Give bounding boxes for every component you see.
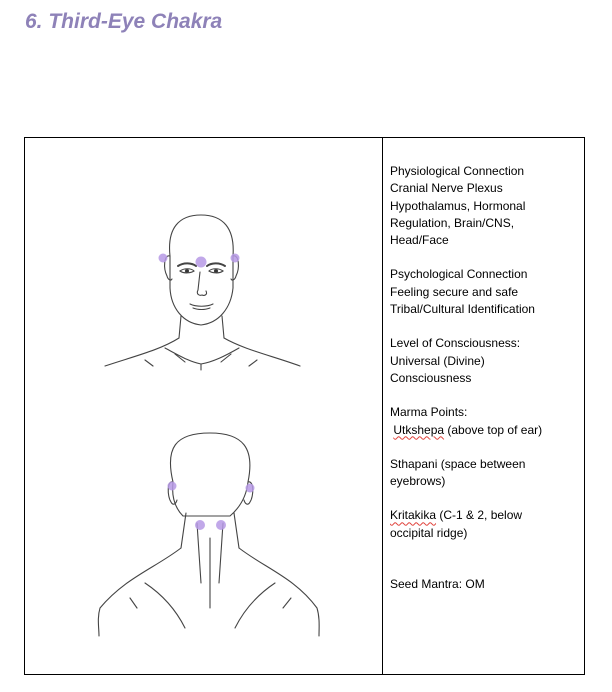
utkshepa-line	[390, 422, 580, 439]
psychological-section	[390, 266, 580, 318]
utkshepa-dot-back-left	[168, 482, 177, 491]
kritakika-name: Kritakika	[390, 508, 437, 523]
marma-section	[390, 404, 580, 439]
utkshepa-dot-front-right	[231, 254, 240, 263]
consciousness-section	[390, 335, 580, 387]
info-column	[390, 163, 580, 593]
seed-mantra: Seed Mantra: OM	[390, 577, 485, 592]
kritakika-line	[390, 507, 580, 524]
consciousness-heading: Level of Consciousness:	[390, 336, 521, 351]
physiological-heading: Physiological Connection	[390, 164, 525, 178]
sthapani-line: Sthapani (space between	[390, 456, 526, 471]
head-illustrations	[25, 138, 382, 674]
utkshepa-dot-front-left	[159, 254, 168, 263]
physiological-line: Head/Face	[390, 233, 449, 248]
consciousness-line: Consciousness	[390, 370, 472, 385]
kritakika-section	[390, 507, 580, 542]
physiological-line: Cranial Nerve Plexus	[390, 181, 503, 196]
psychological-line: Tribal/Cultural Identification	[390, 302, 535, 317]
utkshepa-desc: (above top of ear)	[444, 422, 543, 437]
marma-heading: Marma Points:	[390, 405, 468, 420]
utkshepa-dot-back-right	[246, 484, 255, 493]
sthapani-dot	[196, 257, 207, 268]
consciousness-line: Universal (Divine)	[390, 353, 485, 368]
kritakika-desc: (C-1 & 2, below	[436, 508, 523, 523]
chakra-table	[24, 137, 585, 675]
page-title: 6. Third-Eye Chakra	[25, 10, 223, 33]
physiological-line: Hypothalamus, Hormonal	[390, 198, 526, 213]
front-head-drawing	[105, 215, 300, 370]
psychological-heading: Psychological Connection	[390, 267, 528, 282]
kritakika-dot-left	[195, 520, 205, 530]
marma-points	[159, 254, 255, 531]
back-head-drawing	[98, 433, 319, 636]
physiological-line: Regulation, Brain/CNS,	[390, 215, 515, 230]
kritakika-line: occipital ridge)	[390, 525, 468, 540]
psychological-line: Feeling secure and safe	[390, 284, 519, 299]
physiological-section	[390, 163, 580, 249]
sthapani-line: eyebrows)	[390, 474, 446, 489]
sthapani-section	[390, 456, 580, 491]
utkshepa-name: Utkshepa	[393, 422, 445, 437]
column-divider	[382, 138, 383, 674]
kritakika-dot-right	[216, 520, 226, 530]
